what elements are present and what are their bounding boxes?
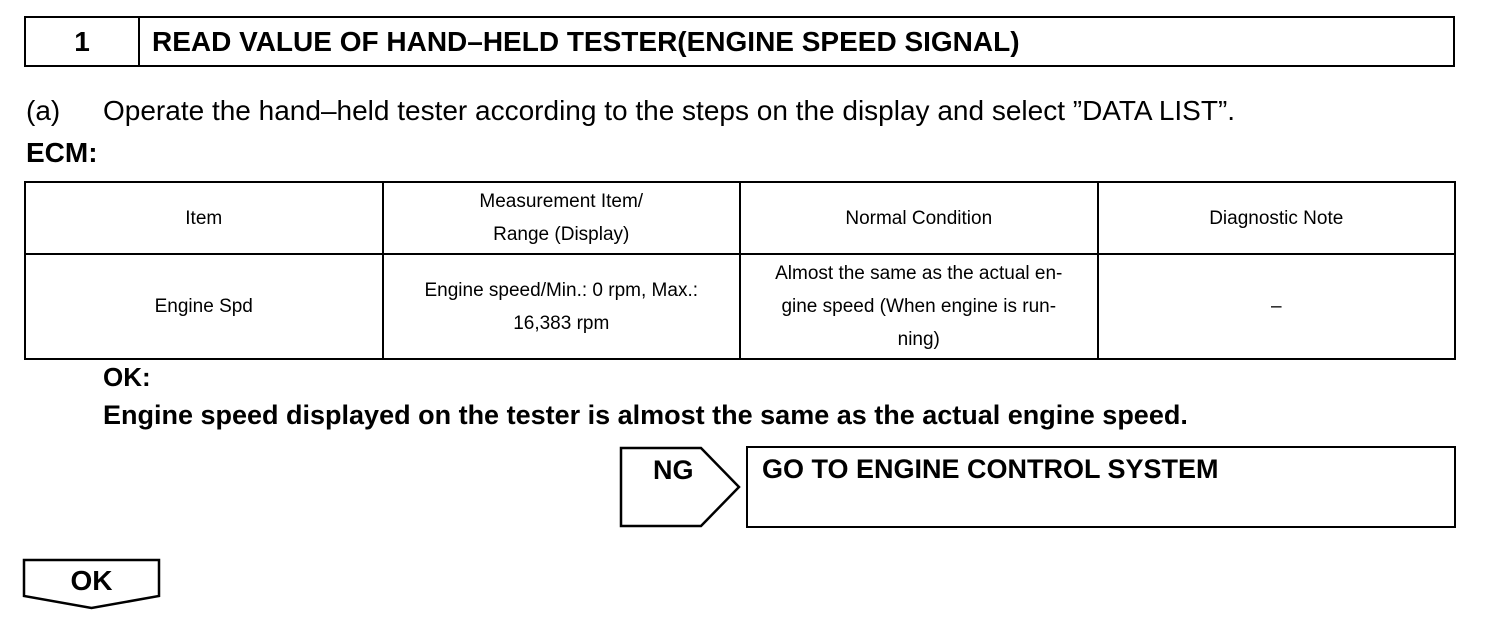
step-number: 1 <box>26 18 140 65</box>
instruction-text: Operate the hand–held tester according to the steps on the display and select ”DATA LIST”. <box>103 95 1236 126</box>
step-header <box>24 16 1455 67</box>
cell-measurement-line2: 16,383 rpm <box>513 312 610 334</box>
ok-flow-label: OK <box>70 565 113 596</box>
section-label: ECM: <box>26 137 98 168</box>
ng-label: NG <box>653 455 694 485</box>
header-measurement <box>383 182 741 254</box>
header-measurement-line1: Measurement Item/ <box>479 191 644 212</box>
ng-result-box: GO TO ENGINE CONTROL SYSTEM <box>746 446 1456 528</box>
cell-normal-line3: ning) <box>897 329 940 350</box>
cell-normal-line1: Almost the same as the actual en- <box>775 263 1063 284</box>
ok-spec-text: Engine speed displayed on the tester is almost the same as the actual engine speed. <box>103 400 1188 430</box>
data-list-table <box>24 181 1456 360</box>
cell-measurement <box>383 254 741 359</box>
cell-normal-line2: gine speed (When engine is run- <box>781 296 1057 317</box>
header-diagnostic-note: Diagnostic Note <box>1098 182 1456 254</box>
cell-normal-condition <box>740 254 1098 359</box>
table-row <box>25 254 1455 359</box>
cell-item: Engine Spd <box>25 254 383 359</box>
header-measurement-line2: Range (Display) <box>493 224 630 245</box>
instruction-marker: (a) <box>26 95 61 126</box>
table-header-row <box>25 182 1455 254</box>
instruction <box>26 95 1235 127</box>
cell-diagnostic-note: – <box>1098 254 1456 359</box>
cell-measurement-line1: Engine speed/Min.: 0 rpm, Max.: <box>424 279 698 301</box>
ok-spec-label: OK: <box>103 362 151 392</box>
header-item: Item <box>25 182 383 254</box>
header-normal-condition: Normal Condition <box>740 182 1098 254</box>
step-title: READ VALUE OF HAND–HELD TESTER(ENGINE SPEED SIGNAL) <box>152 25 1020 57</box>
